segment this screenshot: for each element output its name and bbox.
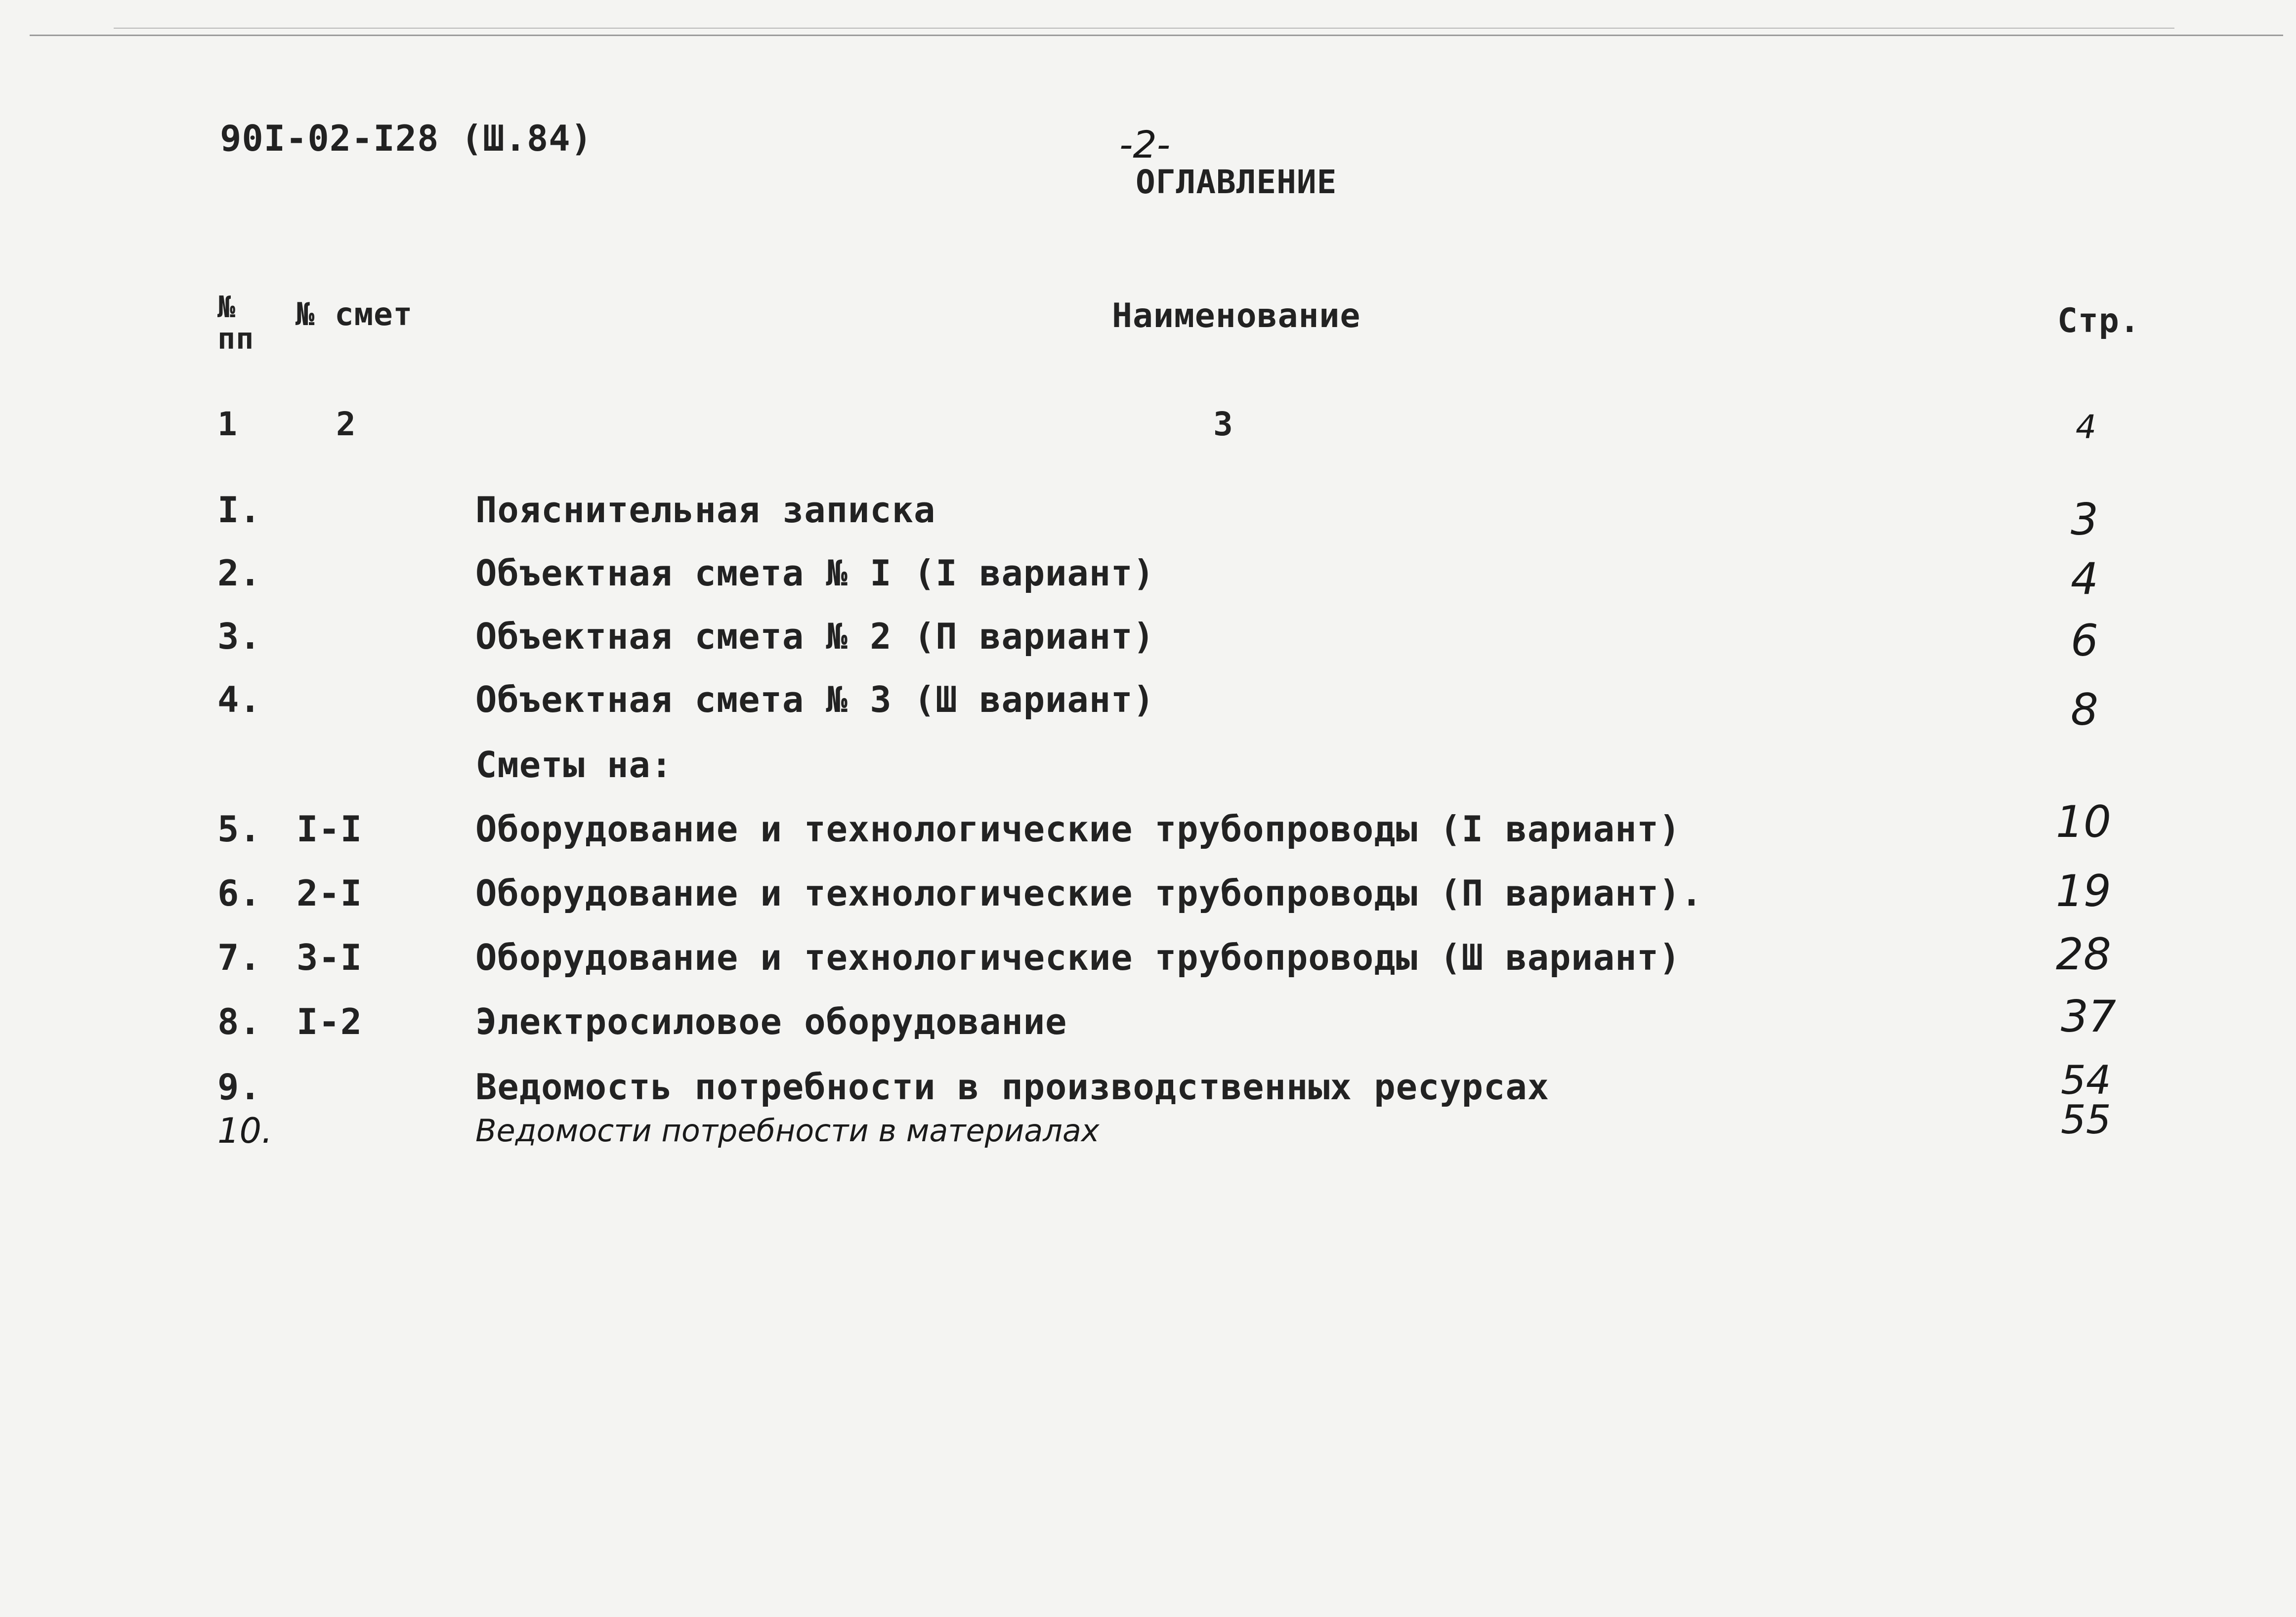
row-estimate-number: I-I [297, 808, 363, 850]
row-page: 6 [2071, 615, 2098, 666]
row-name: Пояснительная записка [475, 489, 936, 531]
row-number: 10. [217, 1111, 273, 1151]
column-number-4: 4 [2076, 408, 2096, 446]
column-number-2: 2 [336, 405, 356, 443]
header-name: Наименование [1112, 296, 1361, 335]
row-estimate-number: I-2 [297, 1001, 363, 1042]
row-estimate-number: 2-I [297, 872, 363, 914]
row-name: Объектная смета № I (I вариант) [475, 552, 1155, 594]
document-code: 90I-02-I28 (Ш.84) [220, 118, 593, 159]
row-number: I. [217, 489, 261, 531]
row-page: 4 [2071, 553, 2098, 604]
header-estimate-number: № смет [296, 296, 413, 333]
row-page: 19 [2056, 866, 2111, 916]
row-name: Объектная смета № 2 (П вариант) [475, 616, 1155, 657]
section-label: Сметы на: [475, 744, 673, 786]
column-number-3: 3 [1213, 405, 1233, 443]
top-edge-line [30, 35, 2283, 36]
header-page: Стр. [2057, 301, 2140, 340]
row-page: 28 [2056, 929, 2111, 980]
row-page: 10 [2056, 796, 2111, 847]
row-estimate-number: 3-I [297, 937, 363, 978]
row-number: 4. [217, 679, 261, 720]
row-number: 8. [217, 1001, 261, 1042]
row-name: Оборудование и технологические трубопроводы (I вариант) [475, 808, 1681, 850]
toc-title: ОГЛАВЛЕНИЕ [1136, 163, 1337, 201]
row-page: 54 [2061, 1057, 2111, 1103]
header-row-number: № пп [217, 290, 255, 356]
row-page: 37 [2061, 991, 2116, 1042]
row-name: Электросиловое оборудование [475, 1001, 1067, 1042]
row-name: Ведомость потребности в производственных ресурсах [475, 1066, 1550, 1108]
row-name: Оборудование и технологические трубопроводы (Ш вариант) [475, 937, 1681, 978]
row-number: 5. [217, 808, 261, 850]
row-number: 3. [217, 616, 261, 657]
row-number: 9. [217, 1066, 261, 1108]
row-page: 3 [2071, 494, 2098, 545]
page-number: -2- [1119, 123, 1171, 166]
top-edge-line-upper [114, 28, 2174, 29]
row-number: 7. [217, 937, 261, 978]
row-page: 55 [2061, 1097, 2111, 1143]
row-page: 8 [2071, 684, 2098, 735]
column-number-1: 1 [217, 405, 238, 443]
row-name: Объектная смета № 3 (Ш вариант) [475, 679, 1155, 720]
row-name: Оборудование и технологические трубопроводы (П вариант). [475, 872, 1703, 914]
row-name: Ведомости потребности в материалах [475, 1113, 1100, 1149]
row-number: 6. [217, 872, 261, 914]
row-number: 2. [217, 552, 261, 594]
